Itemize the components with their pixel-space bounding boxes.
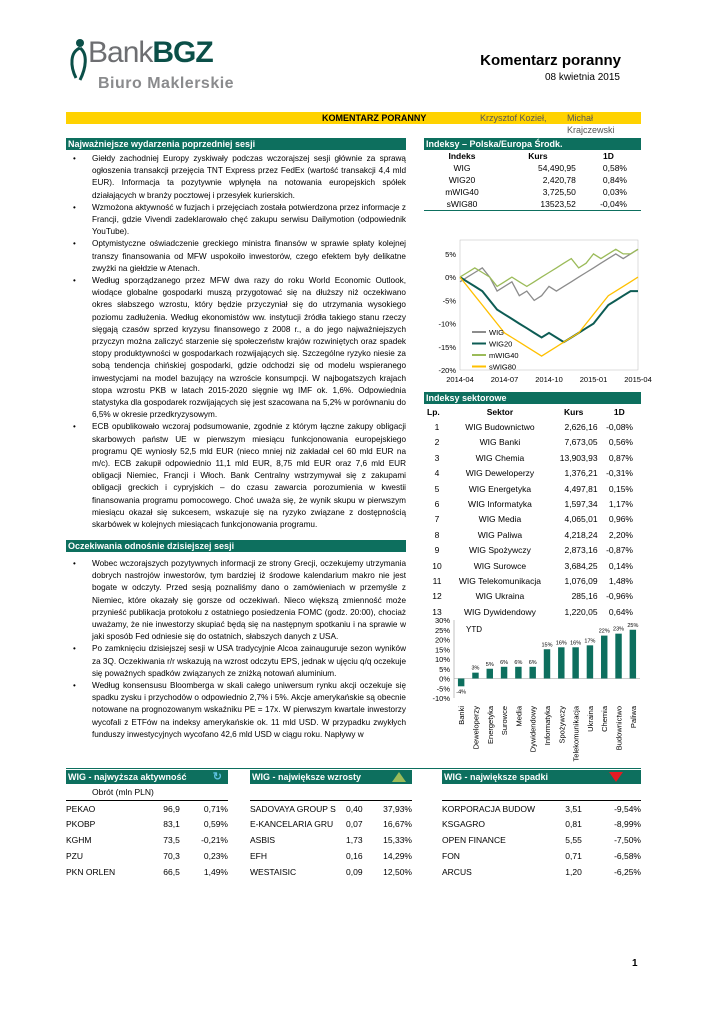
table-cell: 70,3 — [163, 850, 180, 861]
page-number: 1 — [632, 958, 638, 969]
y-tick-label: -15% — [438, 342, 456, 352]
events-section — [66, 138, 406, 531]
y-tick-label: 0% — [445, 273, 456, 283]
losers-title — [442, 770, 641, 784]
table-cell: 0,64% — [608, 606, 633, 617]
table-cell: PEKAO — [66, 803, 96, 814]
bar — [472, 673, 478, 679]
table-row — [424, 558, 641, 573]
table-cell: 285,16 — [571, 591, 598, 602]
table-cell: 1,48% — [608, 575, 633, 586]
table-cell: 96,9 — [163, 803, 180, 814]
expectations-bullet: • Według konsensusu Bloomberga w skali całego uniwersum rynku akcji oczekuje się spadku zysku i przychodów o odpowiednio 2,7% i 5%. Akcje amerykańskie są obecnie notowane na prognozowanym wskaźniku PE = 17x. W pierwszym kwartale inwestorzy wycofali z ETFów na indeksy amerykańskie ok. 11 mld USD. W przypadku zwykłych funduszy inwestycyjnych wycofano 42,6 mld USD w ciągu roku. Napływy w — [66, 680, 406, 741]
data-label: 6% — [528, 659, 537, 666]
table-row — [66, 801, 228, 817]
indexes-table — [424, 150, 641, 212]
y-tick-label: 20% — [434, 635, 450, 645]
chart-title: YTD — [466, 625, 482, 634]
table-row — [442, 801, 641, 817]
table-cell: -0,31% — [606, 468, 633, 479]
bar — [572, 647, 578, 678]
gainers-table — [250, 800, 412, 879]
table-row — [250, 801, 412, 817]
bar — [515, 667, 521, 679]
bar — [601, 636, 607, 679]
table-cell: -0,96% — [606, 591, 633, 602]
page-title: Komentarz poranny — [480, 52, 621, 69]
table-cell: 1,376,21 — [564, 468, 598, 479]
table-row — [250, 864, 412, 880]
events-bullet: • Giełdy zachodniej Europy zyskiwały podczas wczorajszej sesji głównie za sprawą ogłoszenia transakcji przejęcia TNT Express przez FedEx (wartość transakcji 4,4 mld EUR). Informacja ta pozytywnie wpłynęła na notowania europejskich spółek działających w branży pocztowej i przesyłek kurierskich. — [66, 153, 406, 202]
data-label: 6% — [514, 659, 523, 666]
table-cell: 54,490,95 — [538, 163, 576, 173]
y-tick-label: 15% — [434, 645, 450, 655]
active-title-text: WIG - najwyższa aktywność — [68, 772, 187, 782]
y-tick-label: -10% — [432, 694, 450, 703]
table-cell: 1 — [434, 422, 440, 433]
category-label: Surowce — [500, 706, 510, 736]
table-cell: 0,87% — [608, 452, 633, 463]
table-cell: 83,1 — [163, 819, 180, 830]
category-label: Informatyka — [543, 706, 552, 746]
table-cell: WIG Spożywczy — [469, 545, 531, 556]
bar — [501, 667, 507, 679]
table-cell: 0,15% — [608, 483, 633, 494]
bottom-divider — [66, 768, 641, 769]
losers-section — [442, 770, 641, 879]
table-cell: 3,725,50 — [542, 187, 576, 197]
table-row — [424, 512, 641, 527]
table-cell: E-KANCELARIA GRU — [250, 819, 334, 830]
active-subheader: Obrót (mln PLN) — [92, 787, 154, 797]
events-bullet: • Optymistyczne oświadczenie greckiego ministra finansów w sprawie spłaty kolejnej transzy finansowania od MFW uspokoiło inwestorów, czego efektem były delikatne zwyżki na giełdzie w Atenach. — [66, 238, 406, 275]
table-cell: 1,220,05 — [564, 606, 598, 617]
category-label: Chemia — [600, 706, 610, 732]
table-row — [442, 864, 641, 880]
table-cell: 0,09 — [346, 866, 363, 877]
series-line-mwig40 — [460, 249, 638, 286]
table-cell: 10 — [432, 560, 442, 571]
category-label: Paliwa — [628, 706, 638, 729]
table-cell: 2,20% — [608, 529, 633, 540]
table-cell: 8 — [434, 529, 440, 540]
category-label: Energetyka — [485, 706, 495, 744]
table-row — [424, 573, 641, 588]
bank-logo-figure-icon — [66, 38, 88, 82]
table-cell: 0,59% — [203, 819, 228, 830]
data-label: 23% — [613, 626, 625, 633]
refresh-icon: ↻ — [212, 771, 222, 783]
table-cell: 7 — [434, 514, 440, 525]
table-row — [442, 848, 641, 864]
expectations-bullet: • Wobec wczorajszych pozytywnych informacji ze strony Grecji, oczekujemy utrzymania dobrych nastrojów inwestorów, tym bardziej iż środowe kalendarium makro nie jest bogate w odczyty. Przed sesją poznaliśmy dano o zamówieniach w przemyśle z Niemiec, które okazały się gorsze od oczekiwań. Nieco większą zmienność może przynieść publikacja protokołu z ostatniego posiedzenia FOMC (godz. 20:00), chociaż uważamy, że nie inwestorzy skupiać będą się na następnym spotkaniu i na sprawie w jaki sposób Fed odniesie się do ostatnich, słabszych danych z USA. — [66, 558, 406, 643]
table-cell: -0,21% — [201, 834, 228, 845]
expectations-list — [66, 558, 406, 741]
table-cell: WIG — [453, 163, 471, 173]
table-row — [424, 481, 641, 496]
y-tick-label: -5% — [436, 684, 450, 694]
table-row — [424, 543, 641, 558]
bar — [458, 679, 464, 687]
table-cell: 0,14% — [608, 560, 633, 571]
table-cell: WIG Surowce — [473, 560, 527, 571]
losers-table — [442, 800, 641, 879]
events-bullet: • Wzmożona aktywność w fuzjach i przejęciach została potwierdzona przez informacje z Francji, gdzie Vivendi zadeklarowało chęć zakupu serwisu Dailymotion (odpowiednik YouTube). — [66, 202, 406, 239]
table-cell: KGHM — [66, 834, 92, 845]
table-cell: 1,17% — [608, 499, 633, 510]
table-row — [424, 496, 641, 511]
table-cell: 6 — [434, 499, 440, 510]
table-cell: 2,420,78 — [542, 175, 576, 185]
table-cell: -9,54% — [614, 803, 641, 814]
banner-bar — [66, 112, 641, 135]
logo-subtitle: Biuro Maklerskie — [98, 75, 235, 92]
table-cell: 4,218,24 — [564, 529, 598, 540]
events-bullet: • Według sporządzanego przez MFW dwa razy do roku World Economic Outlook, wiodące globalne gospodarki muszą przygotować się na dłuższy niż oczekiwano okres słabszego wzrostu, który będzie przyczyniał się do utrzymania wysokiego poziomu zadłużenia. Według ekonomistów ww. instytucji źródła takiego stanu rzeczy sięgają czasów sprzed kryzysu finansowego z 2008 r., a do jego najważniejszych przyczyn można zaliczyć starzenie się społeczeństw krajów rozwiniętych oraz spadek stopy produktywności w gospodarkach rozwijających się. Szczególne ryzyko niesie za sobą tendencja chińskiej gospodarki, gdzie odchodzi się od modelu wspieranego inwestycjami na model bazujący na wzroście konsumpcji. W najbogatszych krajach stopa wzrostu PKB w latach 2015-2020 sięgnie wg IMF ok. 1,6%. Odpowiednia statystyka dla gospodarek rozwijających się jest szacowana na 5,2% w porównaniu do 6,5% w okresie przedkryzysowym. — [66, 275, 406, 421]
bar — [615, 634, 621, 679]
table-cell: WIG Informatyka — [468, 499, 532, 510]
table-cell: 1,49% — [203, 866, 228, 877]
category-label: Deweloperzy — [471, 706, 481, 750]
table-cell: -0,04% — [600, 199, 627, 209]
table-cell: 0,71 — [565, 850, 582, 861]
table-cell: EFH — [250, 850, 267, 861]
table-cell: PKN ORLEN — [66, 866, 116, 877]
category-label: Media — [514, 706, 524, 727]
table-cell: 4 — [434, 468, 440, 479]
table-cell: 9 — [434, 545, 440, 556]
x-tick-label: 2014-10 — [535, 375, 563, 384]
table-cell: 0,23% — [203, 850, 228, 861]
category-label: Ukraina — [585, 706, 595, 732]
data-label: 3% — [471, 665, 480, 672]
table-cell: 5 — [434, 483, 440, 494]
legend-label: WIG — [489, 328, 504, 337]
table-cell: 0,40 — [346, 803, 363, 814]
table-separator — [424, 211, 641, 212]
table-cell: WESTAISIC — [250, 866, 297, 877]
active-title — [66, 770, 228, 784]
table-cell: WIG20 — [448, 175, 476, 185]
table-cell: SADOVAYA GROUP S — [250, 803, 336, 814]
expectations-title: Oczekiwania odnośnie dzisiejszej sesji — [66, 540, 406, 552]
table-cell: 1,73 — [346, 834, 363, 845]
down-triangle-icon — [609, 772, 623, 782]
table-cell: WIG Ukraina — [475, 591, 525, 602]
table-cell: 1,076,09 — [564, 575, 598, 586]
legend-label: sWIG80 — [489, 362, 517, 372]
sectors-col-lp: Lp. — [427, 406, 440, 417]
table-cell: 0,81 — [565, 819, 582, 830]
table-row — [424, 450, 641, 465]
y-tick-label: -5% — [442, 296, 456, 306]
active-section — [66, 770, 228, 879]
category-label: Spożywczy — [557, 706, 567, 744]
table-cell: -0,87% — [606, 545, 633, 556]
indexes-header-row — [424, 150, 641, 162]
table-cell: 2 — [434, 437, 440, 448]
table-cell: 4,065,01 — [564, 514, 598, 525]
indexes-col-1d: 1D — [603, 151, 614, 161]
table-cell: 37,93% — [383, 803, 412, 814]
table-cell: WIG Chemia — [475, 452, 525, 463]
table-cell: 1,597,34 — [564, 499, 598, 510]
index-line-chart — [424, 234, 652, 386]
table-cell: 0,71% — [203, 803, 228, 814]
table-row — [66, 816, 228, 832]
plot-area — [460, 240, 638, 370]
gainers-title — [250, 770, 412, 784]
table-cell: sWIG80 — [446, 199, 478, 209]
sectors-col-kurs: Kurs — [564, 406, 584, 417]
table-cell: 0,07 — [346, 819, 363, 830]
losers-title-text: WIG - największe spadki — [444, 772, 549, 782]
table-cell: 15,33% — [383, 834, 412, 845]
table-cell: 0,58% — [602, 163, 627, 173]
page-date: 08 kwietnia 2015 — [544, 72, 620, 83]
table-cell: OPEN FINANCE — [442, 834, 506, 845]
table-cell: WIG Telekomunikacja — [458, 575, 541, 586]
table-cell: 11 — [432, 575, 442, 586]
sectors-table — [424, 404, 641, 619]
table-cell: 0,03% — [602, 187, 627, 197]
indexes-col-kurs: Kurs — [528, 151, 548, 161]
bar — [630, 630, 636, 679]
table-cell: WIG Media — [478, 514, 522, 525]
x-tick-label: 2015-01 — [579, 375, 608, 384]
table-cell: 12,50% — [383, 866, 412, 877]
table-cell: 13 — [432, 606, 442, 617]
sectors-title: Indeksy sektorowe — [424, 392, 641, 404]
table-row — [250, 816, 412, 832]
table-cell: -0,08% — [606, 422, 633, 433]
legend-label: mWIG40 — [489, 351, 519, 360]
table-cell: 5,55 — [565, 834, 582, 845]
table-cell: -8,99% — [614, 819, 641, 830]
table-cell: WIG Energetyka — [468, 483, 532, 494]
logo-text: BankBGZ — [88, 36, 213, 69]
table-cell: PKOBP — [66, 819, 96, 830]
table-row — [66, 864, 228, 880]
indexes-title: Indeksy – Polska/Europa Środk. — [424, 138, 641, 150]
category-label: Telekomunikacja — [571, 706, 581, 762]
table-cell: 3 — [434, 452, 440, 463]
data-label: 6% — [500, 659, 509, 666]
x-tick-label: 2014-04 — [446, 375, 474, 384]
data-label: 5% — [485, 661, 494, 668]
bar — [587, 645, 593, 678]
indexes-section — [424, 138, 641, 212]
table-cell: 12 — [432, 591, 442, 602]
category-label: Budownictwo — [614, 706, 624, 751]
bar — [558, 647, 564, 678]
y-tick-label: 5% — [439, 664, 450, 674]
events-list — [66, 153, 406, 531]
sectors-header-row — [424, 404, 641, 419]
table-cell: KORPORACJA BUDOW — [442, 803, 536, 814]
banner-author-2: Michał Krajczewski — [567, 113, 615, 135]
table-row — [424, 186, 641, 198]
table-cell: 1,20 — [565, 866, 582, 877]
table-cell: WIG Banki — [479, 437, 521, 448]
data-label: 15% — [541, 642, 553, 649]
table-cell: KSGAGRO — [442, 819, 485, 830]
banner-label: KOMENTARZ PORANNY — [322, 113, 427, 123]
table-row — [424, 162, 641, 174]
table-cell: FON — [442, 850, 460, 861]
table-row — [424, 198, 641, 211]
table-row — [424, 466, 641, 481]
table-row — [66, 832, 228, 848]
legend-label: WIG20 — [489, 339, 513, 349]
bar — [529, 667, 535, 679]
data-label: 17% — [584, 638, 596, 645]
y-tick-label: -20% — [438, 366, 456, 375]
table-row — [424, 435, 641, 450]
x-tick-label: 2015-04 — [624, 375, 652, 384]
table-cell: 0,56% — [608, 437, 633, 448]
table-cell: PZU — [66, 850, 83, 861]
expectations-bullet: • Po zamknięciu dzisiejszej sesji w USA tradycyjnie Alcoa zainauguruje sezon wyników za 3Q. Oczekiwania r/r wskazują na wzrost odczytu EPS, jednak w ujęciu q/q oczekuje się poważnych spadków związanych ze zniżką notowań aluminium. — [66, 643, 406, 680]
table-cell: 7,673,05 — [564, 437, 598, 448]
table-cell: 16,67% — [383, 819, 412, 830]
table-cell: 0,84% — [602, 175, 627, 185]
y-tick-label: -10% — [438, 319, 456, 329]
up-triangle-icon — [392, 772, 406, 782]
table-cell: -7,50% — [614, 834, 641, 845]
data-label: 16% — [570, 640, 582, 647]
table-cell: 73,5 — [163, 834, 180, 845]
y-tick-label: 0% — [439, 674, 450, 684]
events-bullet: • ECB opublikowało wczoraj podsumowanie, zgodnie z którym łączne zakupy obligacji skarbowych państw UE w pierwszym miesiącu funkcjonowania europejskiego programu QE wyniosły 52,5 mld EUR (nieco mniej niż zakładał cel 60 mld EUR na m/c). ECB zakupił odpowiednio 11,1 mld EUR, 8,75 mld EUR oraz 7,6 mld EUR obligacji Niemiec, Francji i Włoch. Bank Centralny wstrzymywał się z zakupami obligacji greckich i cypryjskich – do czasu zawarcia porozumienia w kwestii finansowania programu pomocowego. Choć uważa się, że wynik skupu w pierwszym miesiącu okazał się sukcesem, wskazuje się na ryzyko związane z dostępnością skarbówek w kolejnych miesiącach funkcjonowania programu. — [66, 421, 406, 531]
gainers-section — [250, 770, 412, 879]
table-row — [442, 832, 641, 848]
table-cell: 13,903,93 — [559, 452, 598, 463]
y-tick-label: 25% — [434, 625, 450, 635]
table-cell: 2,873,16 — [564, 545, 598, 556]
table-row — [424, 589, 641, 604]
sectors-section — [424, 392, 641, 619]
table-cell: -6,25% — [614, 866, 641, 877]
table-cell: 13523,52 — [540, 199, 576, 209]
data-label: 22% — [598, 628, 610, 635]
table-row — [250, 832, 412, 848]
sectors-col-sector: Sektor — [486, 406, 514, 417]
table-row — [424, 527, 641, 542]
sectors-col-1d: 1D — [613, 406, 625, 417]
table-cell: 66,5 — [163, 866, 180, 877]
y-tick-label: 30% — [434, 616, 450, 625]
x-tick-label: 2014-07 — [490, 375, 519, 384]
bar — [544, 649, 550, 678]
table-row — [424, 419, 641, 434]
table-row — [66, 848, 228, 864]
table-cell: 0,16 — [346, 850, 363, 861]
active-table — [66, 800, 228, 879]
events-title: Najważniejsze wydarzenia poprzedniej sesji — [66, 138, 406, 150]
ytd-bar-chart — [420, 612, 641, 762]
table-cell: ARCUS — [442, 866, 472, 877]
table-cell: WIG Budownictwo — [465, 422, 535, 433]
table-row — [250, 848, 412, 864]
table-cell: 3,684,25 — [564, 560, 598, 571]
y-tick-label: 5% — [445, 249, 456, 259]
table-cell: 3,51 — [565, 803, 582, 814]
indexes-col-index: Indeks — [448, 151, 476, 161]
table-cell: -6,58% — [614, 850, 641, 861]
data-label: 16% — [555, 640, 567, 647]
table-cell: WIG Deweloperzy — [465, 468, 535, 479]
table-cell: WIG Dywidendowy — [464, 606, 536, 617]
category-label: Dywidendowy — [528, 706, 538, 753]
table-cell: mWIG40 — [445, 187, 479, 197]
banner-author-1: Krzysztof Kozieł, — [480, 113, 547, 123]
table-cell: ASBIS — [250, 834, 276, 845]
y-tick-label: 10% — [434, 655, 450, 664]
table-cell: WIG Paliwa — [477, 529, 523, 540]
gainers-title-text: WIG - największe wzrosty — [252, 772, 362, 782]
table-row — [424, 174, 641, 186]
category-label: Banki — [457, 706, 467, 725]
table-cell: 0,96% — [608, 514, 633, 525]
data-label: 25% — [627, 622, 639, 629]
table-cell: 14,29% — [383, 850, 412, 861]
table-cell: 2,626,16 — [564, 422, 598, 433]
bar — [487, 669, 493, 679]
table-row — [442, 816, 641, 832]
data-label: -4% — [456, 689, 467, 696]
expectations-section — [66, 540, 406, 741]
table-cell: 4,497,81 — [564, 483, 598, 494]
series-line-swig80 — [460, 277, 638, 356]
